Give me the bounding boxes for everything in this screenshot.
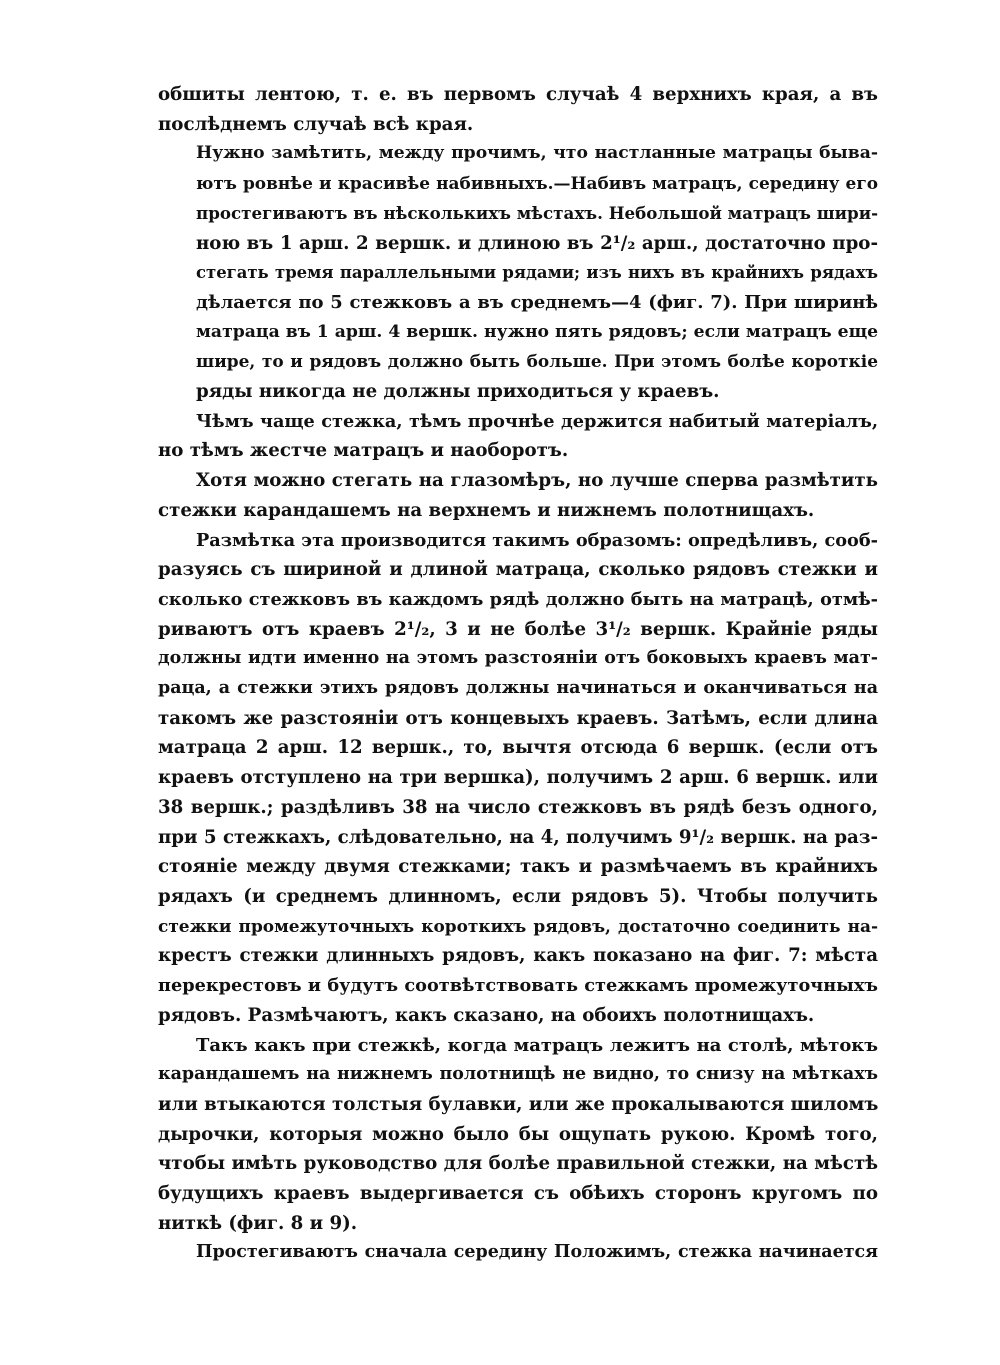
- text-line: дырочки, которыя можно было бы ощупать рукою. Кромѣ того,: [158, 1123, 878, 1145]
- paragraph-2: [158, 139, 878, 406]
- text-line: при 5 стежкахъ, слѣдовательно, на 4, получимъ 9¹/₂ вершк. на раз-: [158, 826, 878, 848]
- text-line: ютъ ровнѣе и красивѣе набивныхъ.—Набивъ матрацъ, середину его: [196, 173, 878, 194]
- paragraph-1: [158, 80, 878, 139]
- text-line: разуясь съ шириной и длиной матраца, сколько рядовъ стежки и: [158, 559, 878, 581]
- book-page: [158, 80, 878, 1330]
- text-line: должны идти именно на этомъ разстояніи отъ боковыхъ краевъ мат-: [158, 648, 878, 669]
- text-line: дѣлается по 5 стежковъ а въ среднемъ—4 (фиг. 7). При ширинѣ: [196, 291, 878, 313]
- text-line: Такъ какъ при стежкѣ, когда матрацъ лежитъ на столѣ, мѣтокъ: [196, 1034, 878, 1056]
- text-line: стежки карандашемъ на верхнемъ и нижнемъ полотнищахъ.: [158, 499, 815, 521]
- text-line: Размѣтка эта производится такимъ образомъ: опредѣливъ, сооб-: [196, 529, 878, 551]
- text-line: 38 вершк.; раздѣливъ 38 на число стежковъ въ рядѣ безъ одного,: [158, 796, 878, 818]
- text-line: Простегиваютъ сначала середину Положимъ, стежка начинается: [196, 1242, 878, 1263]
- text-line: рядахъ (и среднемъ длинномъ, если рядовъ 5). Чтобы получить: [158, 885, 878, 907]
- text-line: обшиты лентою, т. е. въ первомъ случаѣ 4 верхнихъ края, а въ: [158, 84, 878, 105]
- text-line: рядовъ. Размѣчаютъ, какъ сказано, на обоихъ полотнищахъ.: [158, 1004, 815, 1026]
- paragraph-6: [158, 1031, 878, 1239]
- text-line: риваютъ отъ краевъ 2¹/₂, 3 и не болѣе 3¹/₂ вершк. Крайніе ряды: [158, 618, 878, 640]
- text-line: стежки промежуточныхъ короткихъ рядовъ, достаточно соединить на-: [158, 915, 878, 936]
- text-line: матраца въ 1 арш. 4 вершк. нужно пять рядовъ; если матрацъ еще: [196, 321, 878, 342]
- text-line: шире, то и рядовъ должно быть больше. При этомъ болѣе короткіе: [196, 351, 878, 372]
- text-line: стегать тремя параллельными рядами; изъ нихъ въ крайнихъ рядахъ: [196, 263, 878, 283]
- text-line: Чѣмъ чаще стежка, тѣмъ прочнѣе держится набитый матеріалъ,: [196, 410, 878, 432]
- paragraph-4: [158, 466, 878, 525]
- paragraph-7: [158, 1238, 878, 1268]
- text-line: перекрестовъ и будутъ соотвѣтствовать стежкамъ промежуточныхъ: [158, 975, 878, 997]
- text-line: простегиваютъ въ нѣсколькихъ мѣстахъ. Небольшой матрацъ шири-: [196, 202, 878, 223]
- text-line: стояніе между двумя стежками; такъ и размѣчаемъ въ крайнихъ: [158, 856, 878, 878]
- text-line: Нужно замѣтить, между прочимъ, что настланные матрацы быва-: [196, 143, 878, 164]
- text-line: крестъ стежки длинныхъ рядовъ, какъ показано на фиг. 7: мѣста: [158, 945, 878, 967]
- text-line: чтобы имѣть руководство для болѣе правильной стежки, на мѣстѣ: [158, 1153, 878, 1175]
- text-line: Хотя можно стегать на глазомѣръ, но лучше сперва размѣтить: [196, 470, 878, 492]
- text-line: ною въ 1 арш. 2 вершк. и длиною въ 2¹/₂ арш., достаточно про-: [196, 232, 878, 254]
- text-line: но тѣмъ жестче матрацъ и наоборотъ.: [158, 440, 569, 462]
- text-line: ряды никогда не должны приходиться у краевъ.: [196, 381, 720, 403]
- text-line: краевъ отступлено на три вершка), получимъ 2 арш. 6 вершк. или: [158, 767, 878, 789]
- text-line: или втыкаются толстыя булавки, или же прокалываются шиломъ: [158, 1093, 878, 1115]
- text-line: будущихъ краевъ выдергивается съ обѣихъ сторонъ кругомъ по: [158, 1183, 878, 1205]
- text-line: ниткѣ (фиг. 8 и 9).: [158, 1212, 358, 1234]
- text-line: сколько стежковъ въ каждомъ рядѣ должно быть на матрацѣ, отмѣ-: [158, 588, 878, 610]
- paragraph-3: [158, 407, 878, 466]
- text-line: карандашемъ на нижнемъ полотнищѣ не видно, то снизу на мѣткахъ: [158, 1064, 878, 1085]
- text-line: такомъ же разстояніи отъ концевыхъ краевъ. Затѣмъ, если длина: [158, 707, 878, 729]
- text-line: раца, а стежки этихъ рядовъ должны начинаться и оканчиваться на: [158, 678, 878, 699]
- paragraph-5: [158, 526, 878, 1031]
- text-line: матраца 2 арш. 12 вершк., то, вычтя отсюда 6 вершк. (если отъ: [158, 737, 878, 759]
- text-line: послѣднемъ случаѣ всѣ края.: [158, 113, 474, 135]
